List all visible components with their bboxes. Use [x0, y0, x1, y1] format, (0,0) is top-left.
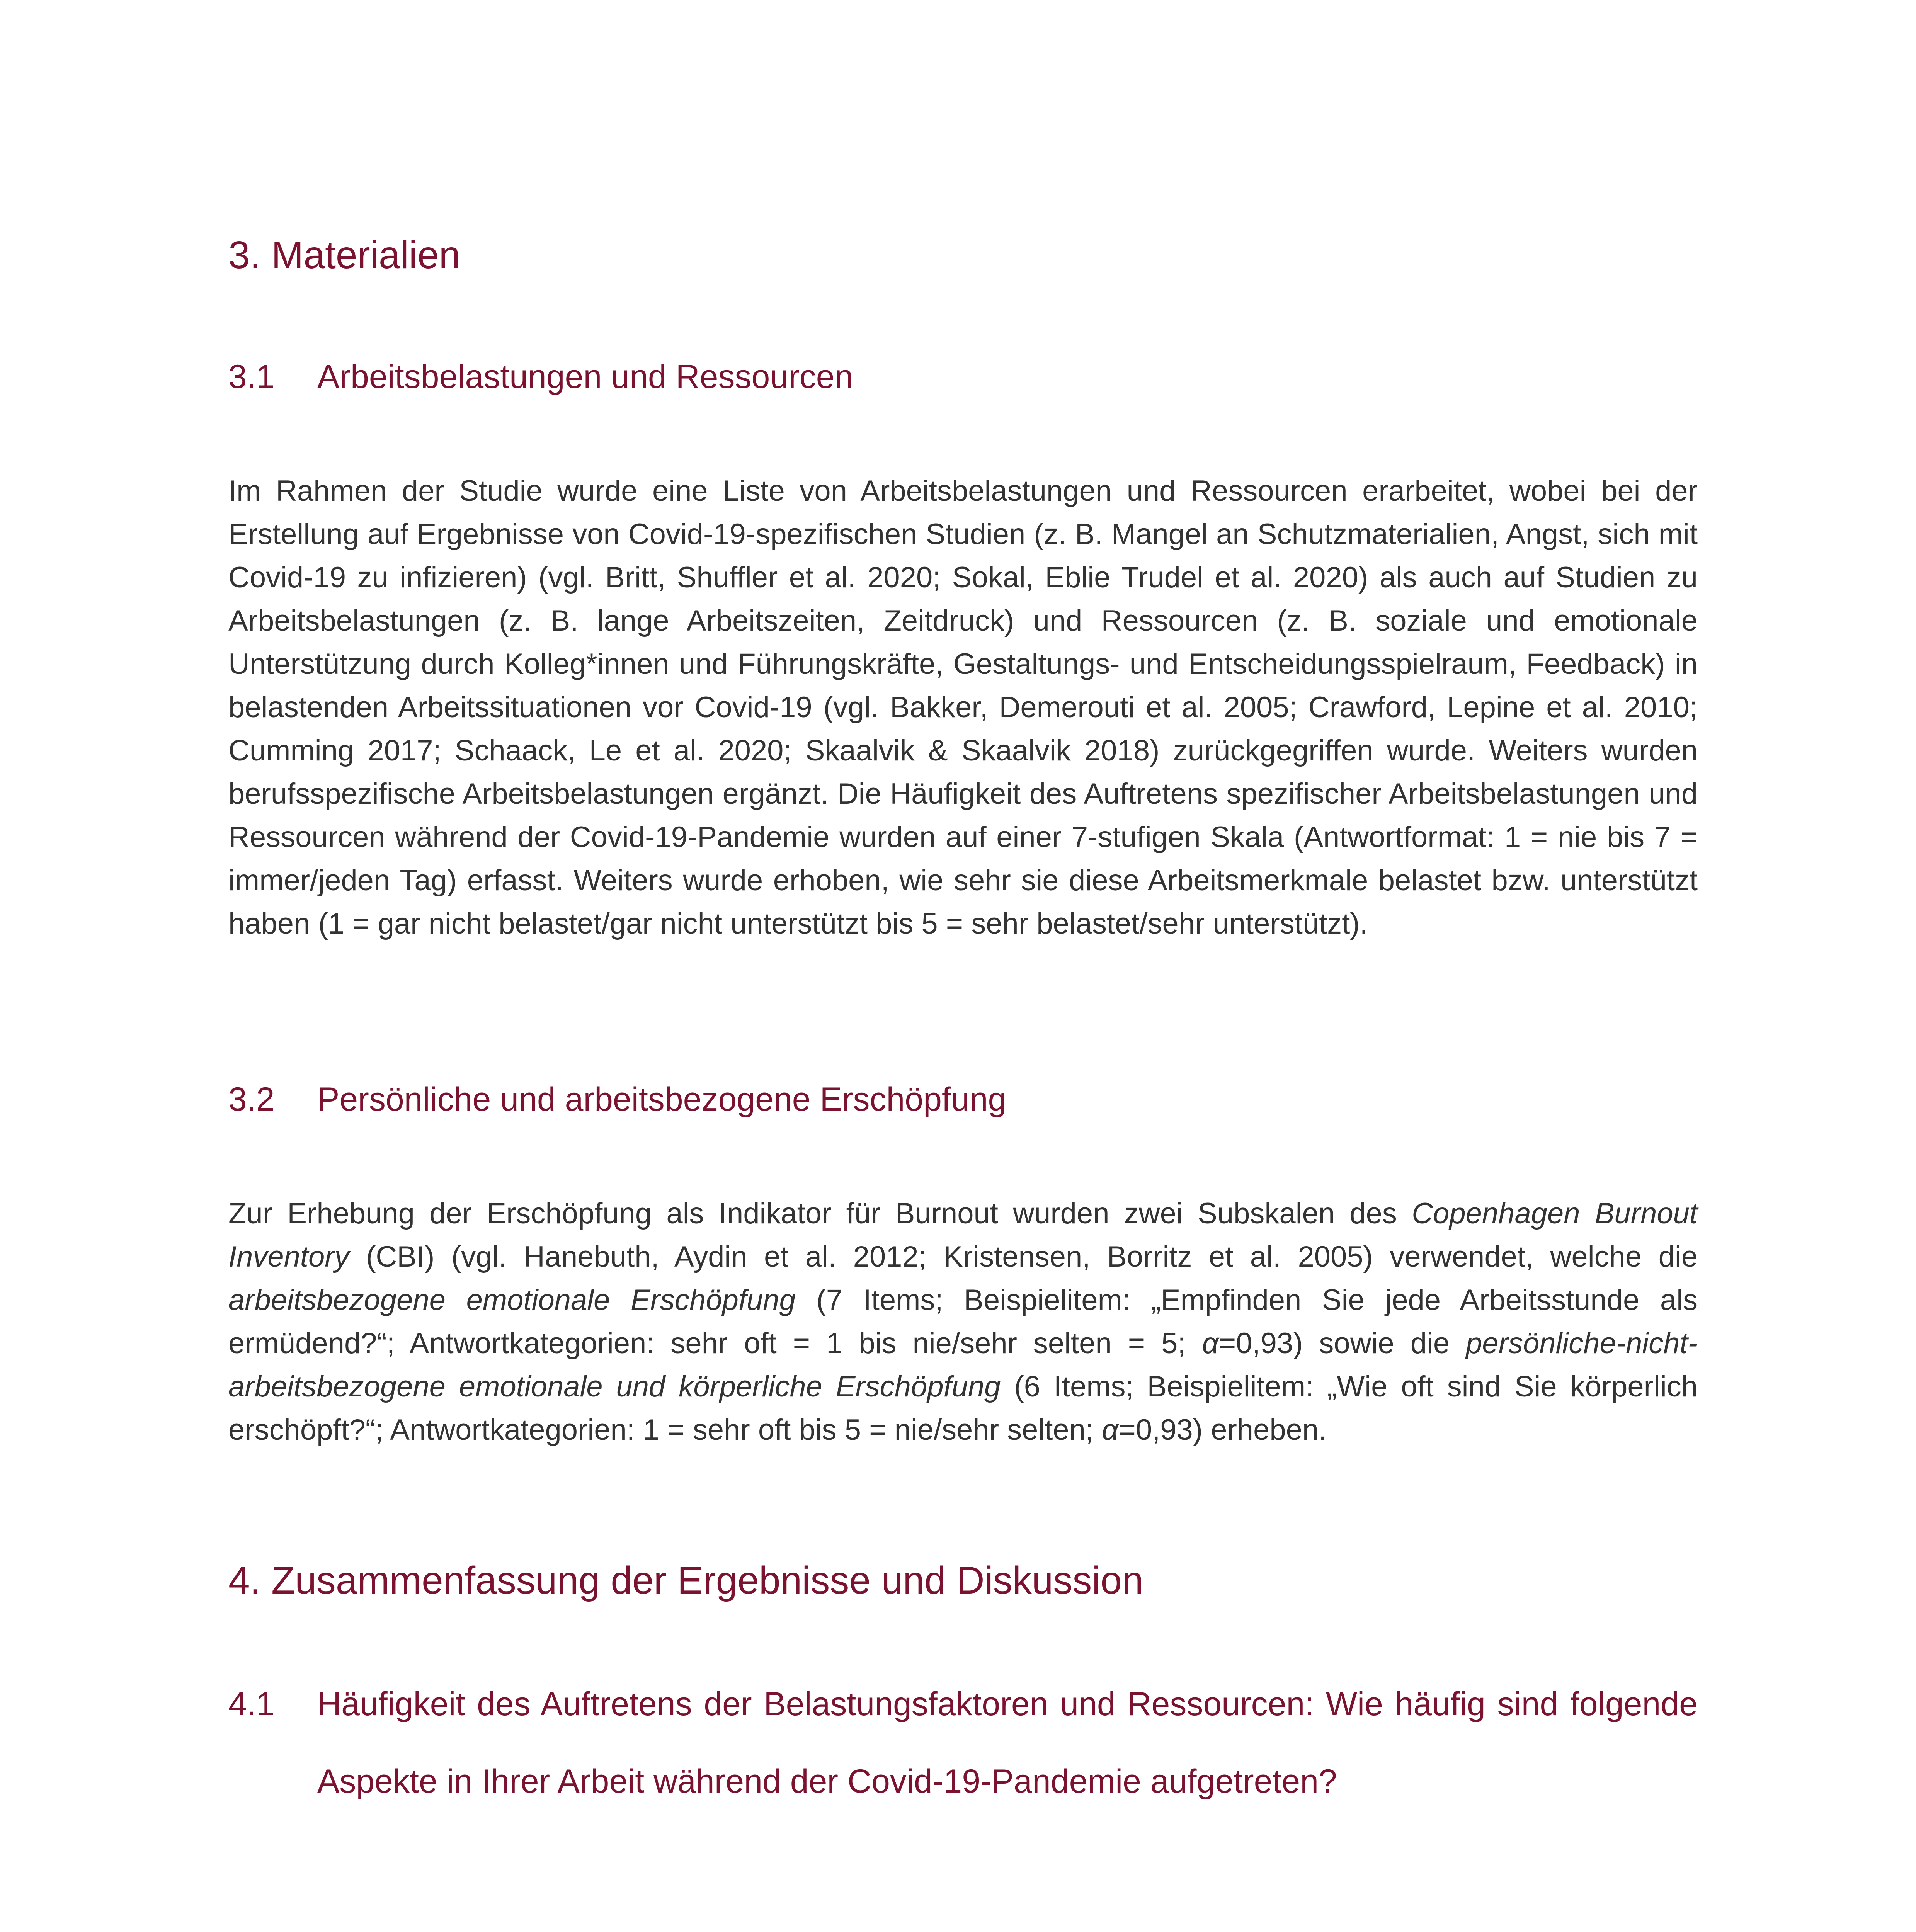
text-segment: (7 Items; Beispielitem: „Empfinden Sie jede Arbeitsstunde als ermüdend?“; Antwortkategorien: sehr oft = 1 bis nie/sehr selten = 5;: [228, 1284, 1698, 1360]
text-segment: Zur Erhebung der Erschöpfung als Indikator für Burnout wurden zwei Subskalen des: [228, 1197, 1412, 1230]
text-segment-italic: Copenhagen Burnout Inventory: [228, 1197, 1698, 1273]
text-segment: =0,93) sowie die: [1218, 1327, 1466, 1360]
alpha-symbol: α: [1102, 1413, 1119, 1446]
section-3-1-title: Arbeitsbelastungen und Ressourcen: [317, 358, 853, 395]
section-3-2-paragraph: [228, 1192, 1698, 1452]
section-4-1-title: Häufigkeit des Auftretens der Belastungsfaktoren und Ressourcen: Wie häufig sind folgende Aspekte in Ihrer Arbeit während der Covid-19-Pandemie aufgetreten?: [317, 1685, 1698, 1800]
text-segment-italic: arbeitsbezogene emotionale Erschöpfung: [228, 1284, 796, 1316]
alpha-symbol: α: [1202, 1327, 1219, 1360]
section-4-1-heading: [228, 1665, 1698, 1820]
section-4-heading: 4. Zusammenfassung der Ergebnisse und Diskussion: [228, 1559, 1143, 1602]
section-4-1-number: 4.1: [228, 1685, 275, 1723]
section-3-2-number: 3.2: [228, 1081, 275, 1118]
section-3-heading: 3. Materialien: [228, 233, 461, 277]
text-segment: (6 Items; Beispielitem: „Wie oft sind Sie körperlich erschöpft?“; Antwortkategorien: 1 = sehr oft bis 5 = nie/sehr selten;: [228, 1370, 1698, 1446]
section-3-2-heading: [228, 1078, 1698, 1121]
section-3-1-heading: [228, 355, 1698, 398]
section-3-1-paragraph: Im Rahmen der Studie wurde eine Liste von Arbeitsbelastungen und Ressourcen erarbeitet, wobei bei der Erstellung auf Ergebnisse von Covid-19-spezifischen Studien (z. B. Mangel an Schutzmaterialien, Angst, sich mit Covid-19 zu infizieren) (vgl. Britt, Shuffler et al. 2020; Sokal, Eblie Trudel et al. 2020) als auch auf Studien zu Arbeitsbelastungen (z. B. lange Arbeitszeiten, Zeitdruck) und Ressourcen (z. B. soziale und emotionale Unterstützung durch Kolleg*innen und Führungskräfte, Gestaltungs- und Entscheidungsspielraum, Feedback) in belastenden Arbeitssituationen vor Covid-19 (vgl. Bakker, Demerouti et al. 2005; Crawford, Lepine et al. 2010; Cumming 2017; Schaack, Le et al. 2020; Skaalvik & Skaalvik 2018) zurückgegriffen wurde. Weiters wurden berufsspezifische Arbeitsbelastungen ergänzt. Die Häufigkeit des Auftretens spezifischer Arbeitsbelastungen und Ressourcen während der Covid-19-Pandemie wurden auf einer 7-stufigen Skala (Antwortformat: 1 = nie bis 7 = immer/jeden Tag) erfasst. Weiters wurde erhoben, wie sehr sie diese Arbeitsmerkmale belastet bzw. unterstützt haben (1 = gar nicht belastet/gar nicht unterstützt bis 5 = sehr belastet/sehr unterstützt).: [228, 474, 1698, 940]
text-segment: =0,93) erheben.: [1118, 1413, 1327, 1446]
text-segment-italic: persönliche-nicht-arbeitsbezogene emotionale und körperliche Erschöpfung: [228, 1327, 1698, 1403]
document-page: [228, 0, 1698, 1932]
text-segment: (CBI) (vgl. Hanebuth, Aydin et al. 2012; Kristensen, Borritz et al. 2005) verwendet, welche die: [349, 1240, 1698, 1273]
section-3-1-number: 3.1: [228, 358, 275, 395]
section-3-2-title: Persönliche und arbeitsbezogene Erschöpfung: [317, 1081, 1007, 1118]
